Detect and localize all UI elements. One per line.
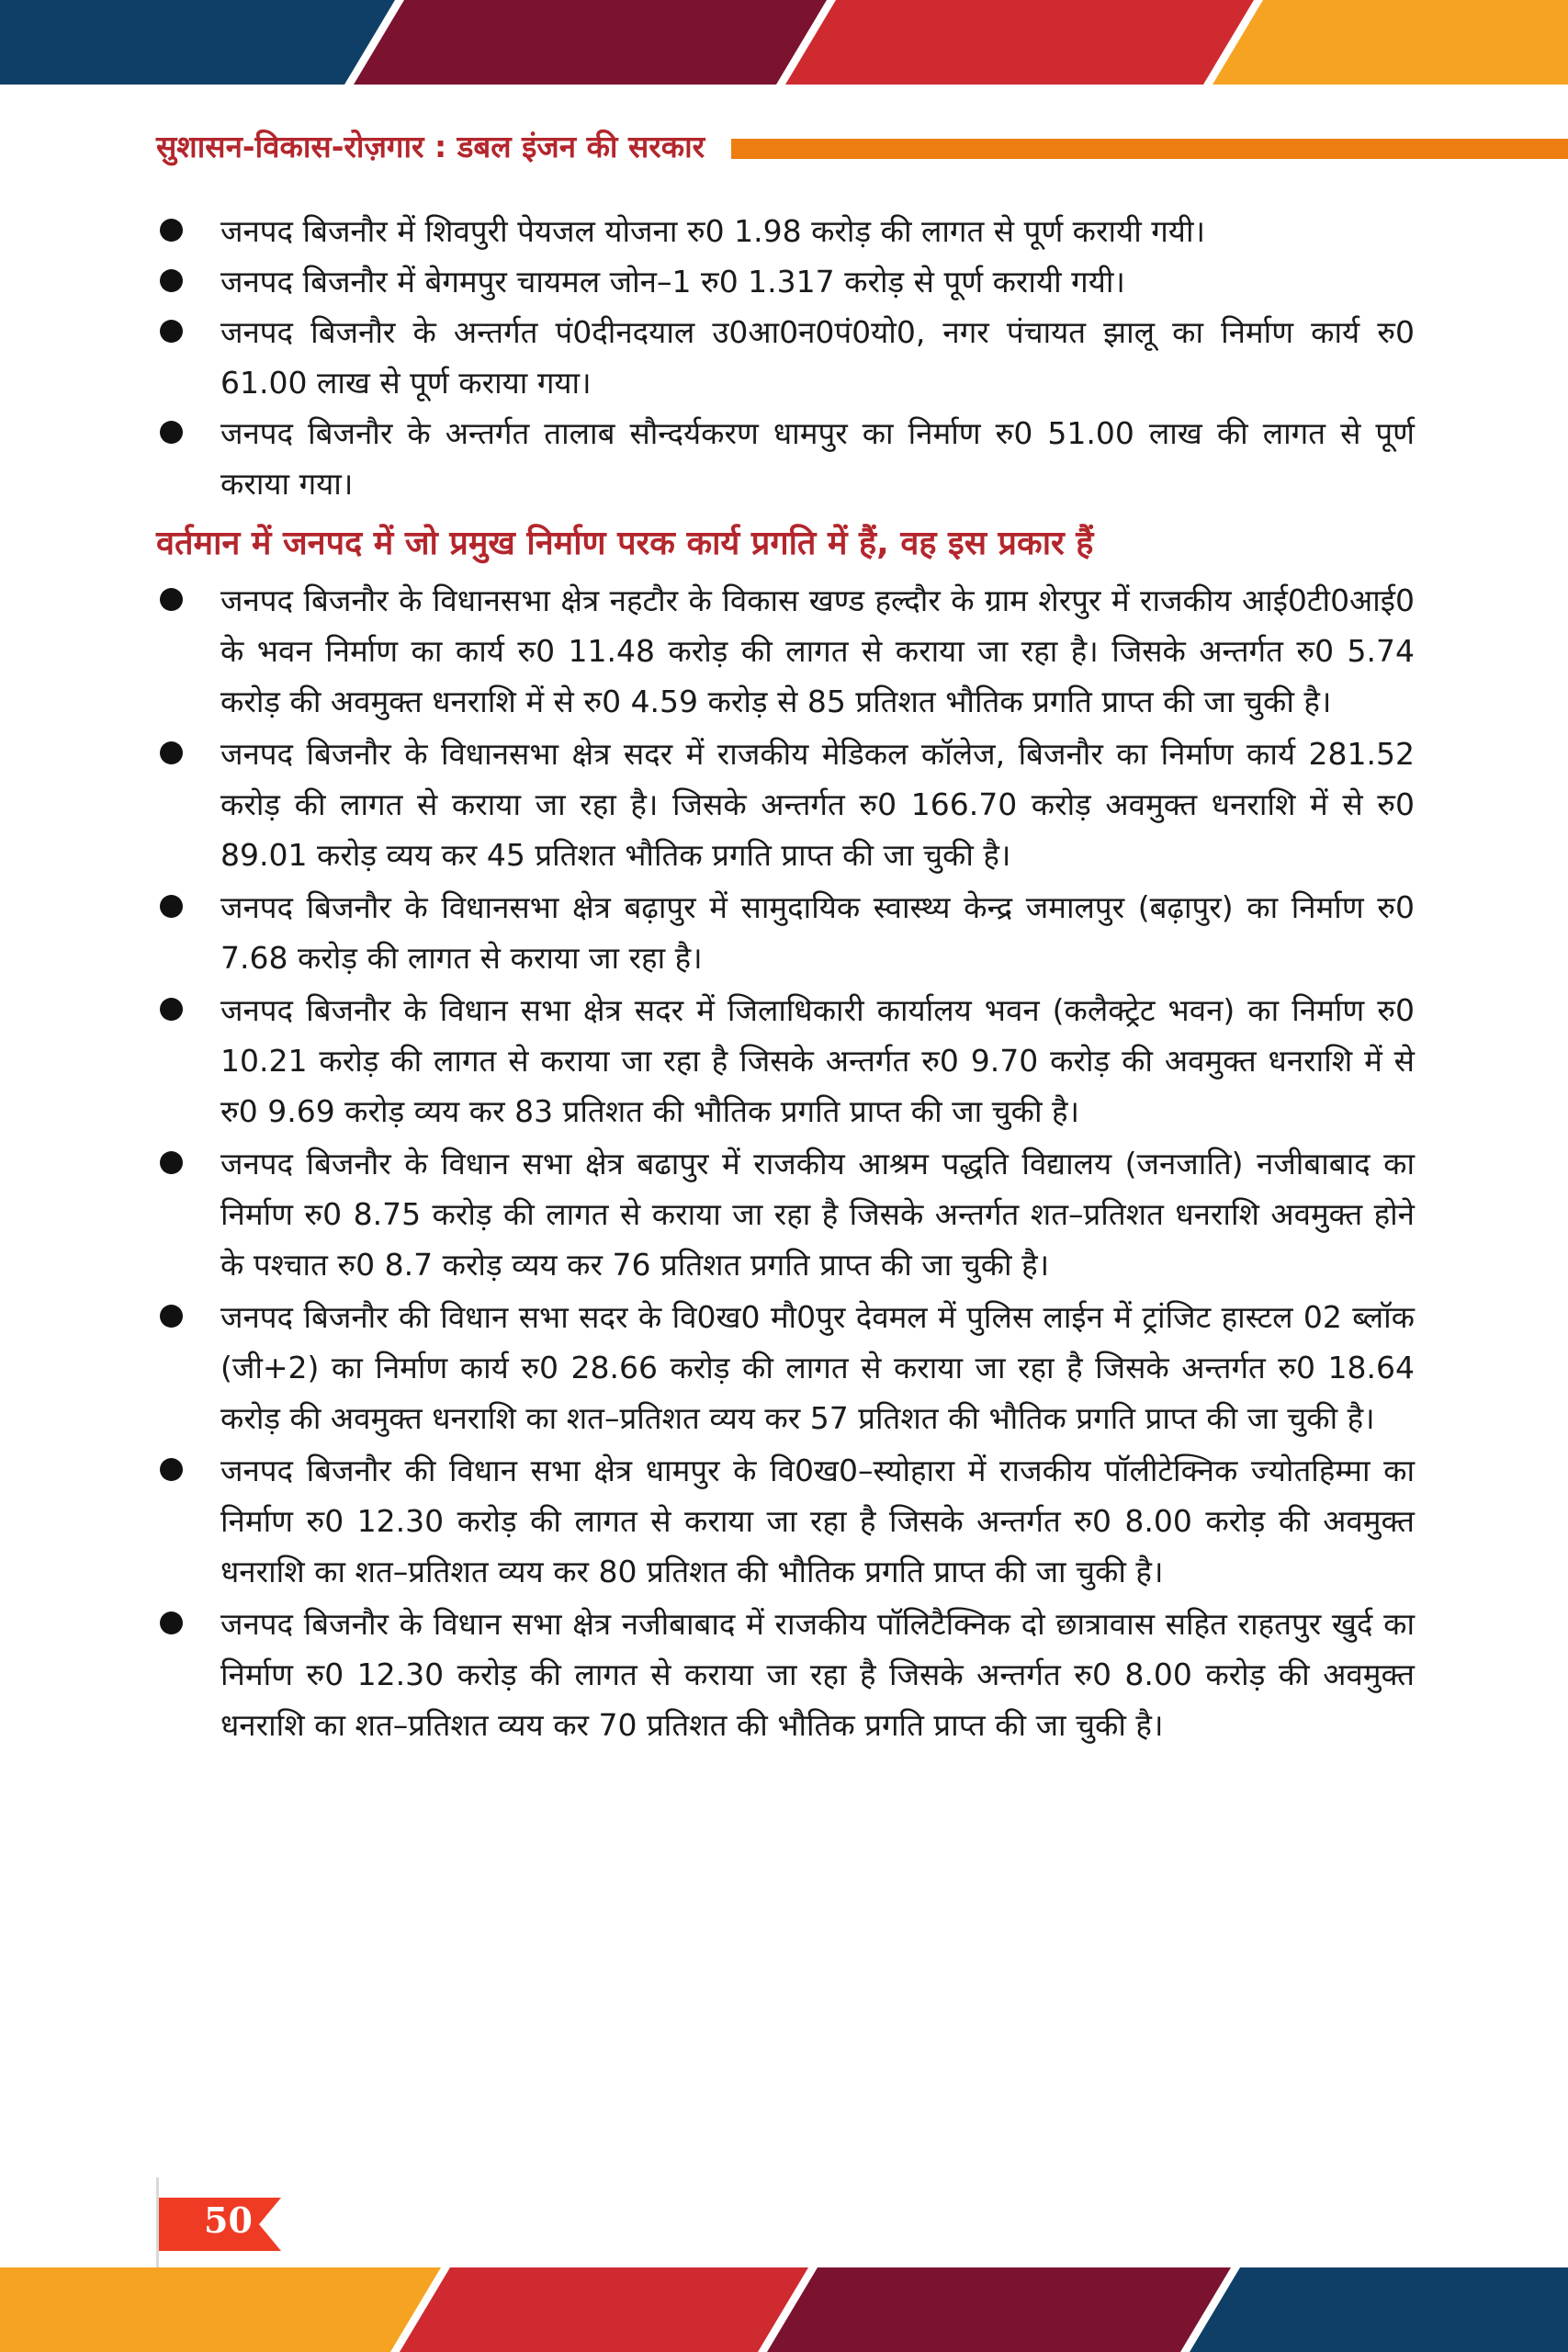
top-color-band	[0, 0, 1568, 85]
bullet-icon	[160, 588, 183, 611]
list-item	[156, 882, 1415, 983]
bullet-icon	[160, 219, 183, 242]
bullet-icon	[160, 741, 183, 764]
page-number-tab	[156, 2177, 281, 2269]
bullet-icon	[160, 269, 183, 292]
list-item	[156, 1292, 1415, 1443]
bullet-icon	[160, 1151, 183, 1174]
bullet-icon	[160, 1611, 183, 1634]
list-item	[156, 1138, 1415, 1290]
completed-works-list	[156, 206, 1415, 509]
list-item	[156, 575, 1415, 727]
list-item	[156, 256, 1415, 307]
list-item	[156, 1445, 1415, 1597]
header-rule	[731, 139, 1568, 159]
header-title: सुशासन-विकास-रोज़गार : डबल इंजन की सरकार	[156, 129, 705, 164]
list-item-text: जनपद बिजनौर के विधान सभा क्षेत्र नजीबाबाद में राजकीय पॉलिटैक्निक दो छात्रावास सहित राहतपुर खुर्द का निर्माण रु0 12.30 करोड़ की लागत से कराया जा रहा है जिसके अन्तर्गत रु0 8.00 करोड़ की अवमुक्त धनराशि का शत–प्रतिशत व्यय कर 70 प्रतिशत की भौतिक प्रगति प्राप्त की जा चुकी है।	[220, 1606, 1415, 1743]
list-item	[156, 206, 1415, 256]
list-item-text: जनपद बिजनौर के अन्तर्गत पं0दीनदयाल उ0आ0न0पं0यो0, नगर पंचायत झालू का निर्माण कार्य रु0 61.00 लाख से पूर्ण कराया गया।	[220, 314, 1415, 401]
bullet-icon	[160, 1458, 183, 1481]
list-item-text: जनपद बिजनौर के विधान सभा क्षेत्र बढापुर में राजकीय आश्रम पद्धति विद्यालय (जनजाति) नजीबाबाद का निर्माण रु0 8.75 करोड़ की लागत से कराया जा रहा है जिसके अन्तर्गत शत–प्रतिशत धनराशि अवमुक्त होने के पश्चात रु0 8.7 करोड़ व्यय कर 76 प्रतिशत प्रगति प्राप्त की जा चुकी है।	[220, 1146, 1415, 1283]
list-item-text: जनपद बिजनौर में बेगमपुर चायमल जोन–1 रु0 1.317 करोड़ से पूर्ण करायी गयी।	[220, 264, 1125, 300]
list-item	[156, 307, 1415, 408]
bullet-icon	[160, 895, 183, 918]
list-item-text: जनपद बिजनौर के विधानसभा क्षेत्र बढ़ापुर में सामुदायिक स्वास्थ्य केन्द्र जमालपुर (बढ़ापुर) का निर्माण रु0 7.68 करोड़ की लागत से कराया जा रहा है।	[220, 889, 1415, 976]
page-content	[156, 206, 1415, 1752]
bottom-color-band	[0, 2267, 1568, 2352]
bullet-icon	[160, 421, 183, 444]
list-item	[156, 408, 1415, 509]
list-item-text: जनपद बिजनौर के विधानसभा क्षेत्र सदर में राजकीय मेडिकल कॉलेज, बिजनौर का निर्माण कार्य 281.52 करोड़ की लागत से कराया जा रहा है। जिसके अन्तर्गत रु0 166.70 करोड़ अवमुक्त धनराशि में से रु0 89.01 करोड़ व्यय कर 45 प्रतिशत भौतिक प्रगति प्राप्त की जा चुकी है।	[220, 736, 1415, 873]
list-item-text: जनपद बिजनौर की विधान सभा क्षेत्र धामपुर के वि0ख0–स्योहारा में राजकीय पॉलीटेक्निक ज्योतहिम्मा का निर्माण रु0 12.30 करोड़ की लागत से कराया जा रहा है जिसके अन्तर्गत रु0 8.00 करोड़ की अवमुक्त धनराशि का शत–प्रतिशत व्यय कर 80 प्रतिशत की भौतिक प्रगति प्राप्त की जा चुकी है।	[220, 1453, 1415, 1589]
list-item-text: जनपद बिजनौर के विधानसभा क्षेत्र नहटौर के विकास खण्ड हल्दौर के ग्राम शेरपुर में राजकीय आई0टी0आई0 के भवन निर्माण का कार्य रु0 11.48 करोड़ की लागत से कराया जा रहा है। जिसके अन्तर्गत रु0 5.74 करोड़ की अवमुक्त धनराशि में से रु0 4.59 करोड़ से 85 प्रतिशत भौतिक प्रगति प्राप्त की जा चुकी है।	[220, 582, 1415, 719]
page-number: 50	[204, 2199, 253, 2241]
in-progress-works-list	[156, 575, 1415, 1750]
list-item-text: जनपद बिजनौर के विधान सभा क्षेत्र सदर में जिलाधिकारी कार्यालय भवन (कलैक्ट्रेट भवन) का निर्माण रु0 10.21 करोड़ की लागत से कराया जा रहा है जिसके अन्तर्गत रु0 9.70 करोड़ की अवमुक्त धनराशि में से रु0 9.69 करोड़ व्यय कर 83 प्रतिशत की भौतिक प्रगति प्राप्त की जा चुकी है।	[220, 992, 1415, 1129]
running-header	[156, 127, 1415, 167]
bullet-icon	[160, 1305, 183, 1328]
list-item	[156, 985, 1415, 1136]
list-item	[156, 729, 1415, 880]
section-heading: वर्तमान में जनपद में जो प्रमुख निर्माण परक कार्य प्रगति में हैं, वह इस प्रकार हैं	[156, 525, 1094, 562]
list-item	[156, 1599, 1415, 1750]
bullet-icon	[160, 998, 183, 1021]
list-item-text: जनपद बिजनौर की विधान सभा सदर के वि0ख0 मौ0पुर देवमल में पुलिस लाईन में ट्रांजिट हास्टल 02 ब्लॉक (जी+2) का निर्माण कार्य रु0 28.66 करोड़ की लागत से कराया जा रहा है जिसके अन्तर्गत रु0 18.64 करोड़ की अवमुक्त धनराशि का शत–प्रतिशत व्यय कर 57 प्रतिशत की भौतिक प्रगति प्राप्त की जा चुकी है।	[220, 1299, 1415, 1436]
list-item-text: जनपद बिजनौर के अन्तर्गत तालाब सौन्दर्यकरण धामपुर का निर्माण रु0 51.00 लाख की लागत से पूर्ण कराया गया।	[220, 415, 1415, 502]
bullet-icon	[160, 320, 183, 343]
list-item-text: जनपद बिजनौर में शिवपुरी पेयजल योजना रु0 1.98 करोड़ की लागत से पूर्ण करायी गयी।	[220, 213, 1206, 249]
